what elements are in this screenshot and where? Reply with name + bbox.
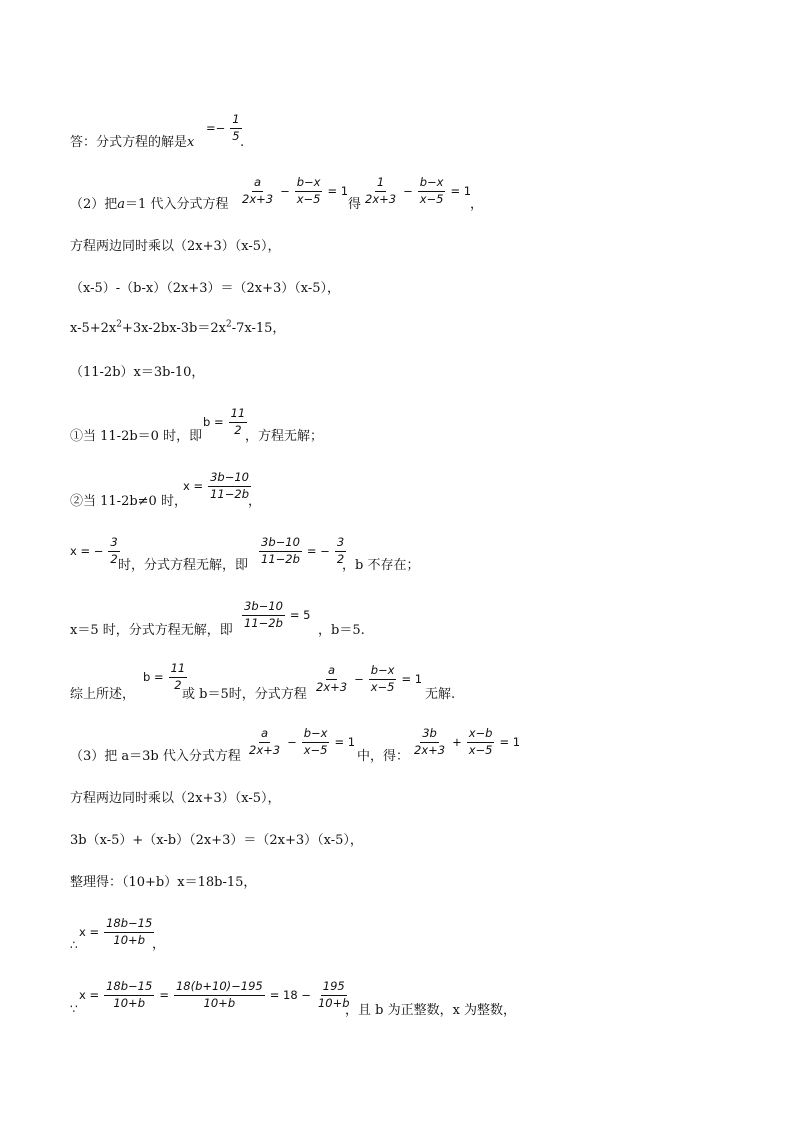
- x-18b-expanded: [79, 981, 352, 1009]
- denominator: x−5: [419, 191, 444, 206]
- lhs: x =: [79, 925, 100, 939]
- numerator: a: [252, 177, 263, 192]
- lhs: x =: [79, 988, 100, 1002]
- text-line-3: 方程两边同时乘以（2x+3）（x-5），: [70, 239, 281, 254]
- summary-equation: [314, 663, 422, 693]
- numerator: 3b−10: [259, 537, 302, 552]
- case-3-fraction: [259, 535, 346, 565]
- case-2-prefix: ②当 11-2b≠0 时，: [70, 494, 187, 509]
- text-line-4: （x-5）-（b-x）（2x+3）＝（2x+3）（x-5），: [70, 281, 341, 296]
- fraction: [240, 177, 275, 205]
- case-4-prefix: x＝5 时，分式方程无解，即: [70, 623, 233, 638]
- minus: −: [403, 184, 413, 198]
- numerator: a: [326, 665, 337, 680]
- numerator: x−b: [467, 728, 495, 743]
- denominator: 10+b: [113, 932, 145, 947]
- numerator: 3: [335, 537, 346, 552]
- fraction: [418, 177, 446, 205]
- lhs: b =: [143, 670, 164, 684]
- therefore-comma: ，: [152, 937, 166, 952]
- fraction: [295, 177, 323, 205]
- denominator: 2x+3: [316, 679, 348, 694]
- b-eq-11-2: [203, 408, 247, 436]
- text-line-13: 方程两边同时乘以（2x+3）（x-5），: [70, 791, 281, 806]
- answer-text: 答：分式方程的解是: [70, 135, 188, 150]
- fraction: [208, 472, 251, 500]
- summary-suffix: 无解.: [425, 687, 456, 702]
- var-x: x: [187, 135, 195, 150]
- numerator: a: [259, 728, 270, 743]
- lhs: x = −: [70, 544, 104, 558]
- p2-comma: ，: [470, 197, 484, 212]
- denominator: x−5: [468, 742, 493, 757]
- denominator: 2x+3: [414, 742, 446, 757]
- fraction: [412, 728, 447, 756]
- numerator: 11: [229, 408, 248, 423]
- x-18b-equation: [79, 918, 154, 946]
- denominator: 2: [174, 677, 182, 692]
- numerator: b−x: [369, 665, 397, 680]
- text-line-14: 3b（x-5）+（x-b）（2x+3）＝（2x+3）（x-5），: [70, 833, 363, 848]
- therefore-symbol: ∴: [70, 938, 78, 952]
- p3-result-equation: [412, 726, 520, 756]
- denominator: 2: [110, 551, 118, 566]
- answer-line: [70, 136, 194, 149]
- text-line-6: （11-2b）x＝3b-10，: [70, 365, 205, 380]
- summary-prefix: 综上所述，: [70, 687, 136, 702]
- p2-mid: ＝1 代入分式方程: [125, 197, 229, 212]
- equals-18-minus: = 18 −: [269, 988, 311, 1002]
- sup: 2: [225, 319, 232, 330]
- numerator: 1: [230, 114, 241, 129]
- p2-de: 得: [348, 197, 362, 212]
- text-line-15: 整理得：（10+b）x＝18b-15，: [70, 875, 257, 890]
- p3-mid: 中，得：: [357, 749, 410, 764]
- var-a: a: [117, 197, 126, 212]
- fraction: [314, 665, 349, 693]
- numerator: 3b−10: [242, 601, 285, 616]
- lhs: x =: [183, 479, 204, 493]
- rhs: = 1: [450, 184, 472, 198]
- numerator: b−x: [295, 177, 323, 192]
- denominator: 2x+3: [242, 191, 274, 206]
- l5a: x-5+2x: [70, 321, 117, 336]
- rhs: = 1: [499, 735, 521, 749]
- numerator: b−x: [302, 728, 330, 743]
- equals-minus: =−: [206, 121, 226, 135]
- case-3-suffix: ，b 不存在；: [342, 558, 420, 573]
- rhs: = 5: [289, 608, 311, 622]
- because-symbol: ∵: [70, 1002, 78, 1016]
- p2-prefix: （2）把: [70, 197, 118, 212]
- numerator: 1: [375, 177, 386, 192]
- case-3-text: 时，分式方程无解，即: [118, 558, 249, 573]
- case-4-suffix: ，b＝5.: [318, 623, 365, 638]
- denominator: 11−2b: [210, 486, 249, 501]
- fraction: [467, 728, 495, 756]
- fraction: [302, 728, 330, 756]
- p2-line: [70, 198, 228, 211]
- denominator: 10+b: [317, 995, 350, 1010]
- fraction: [104, 918, 154, 946]
- fraction: [242, 601, 285, 629]
- denominator: x−5: [303, 742, 328, 757]
- summary-mid: 或 b＝5时，分式方程: [182, 687, 307, 702]
- rhs: = 1: [401, 672, 423, 686]
- numerator: 11: [169, 663, 188, 678]
- denominator: 11−2b: [244, 615, 283, 630]
- denominator: 2x+3: [365, 191, 397, 206]
- fraction: [104, 981, 154, 1009]
- plus: +: [452, 735, 462, 749]
- denominator: 2: [336, 551, 345, 566]
- answer-period: .: [240, 135, 245, 150]
- equation-1: [363, 175, 471, 205]
- numerator: 18b−15: [104, 981, 154, 996]
- numerator: 18b−15: [104, 918, 154, 933]
- p3-prefix: （3）把 a＝3b 代入分式方程: [70, 749, 241, 764]
- summary-b-eq: [143, 663, 187, 691]
- numerator: b−x: [418, 177, 446, 192]
- sup: 2: [116, 319, 122, 330]
- fraction: [247, 728, 282, 756]
- fraction: [259, 537, 302, 565]
- p3-equation: [247, 726, 355, 756]
- denominator: x−5: [296, 191, 321, 206]
- numerator: 3b−10: [208, 472, 251, 487]
- case-4-fraction: [242, 599, 311, 629]
- answer-fraction: [206, 114, 242, 142]
- lhs: b =: [203, 415, 224, 429]
- case-2-comma: ，: [248, 494, 262, 509]
- denominator: 10+b: [203, 995, 236, 1010]
- minus: −: [287, 735, 297, 749]
- denominator: 11−2b: [261, 551, 300, 566]
- numerator: 3b: [420, 728, 439, 743]
- equals-minus: = −: [306, 544, 330, 558]
- equation-a: [240, 175, 348, 205]
- denominator: 2x+3: [249, 742, 281, 757]
- denominator: x−5: [370, 679, 395, 694]
- rhs: = 1: [327, 184, 349, 198]
- denominator: 2: [234, 422, 242, 437]
- x-neg-3-2: [70, 537, 120, 565]
- rhs: = 1: [334, 735, 356, 749]
- because-suffix: ，且 b 为正整数，x 为整数，: [345, 1003, 517, 1018]
- numerator: 195: [321, 981, 347, 996]
- minus: −: [354, 672, 364, 686]
- numerator: 3: [108, 537, 119, 552]
- case-1-prefix: ①当 11-2b＝0 时，即: [70, 429, 203, 444]
- denominator: 5: [232, 128, 240, 143]
- denominator: 10+b: [113, 995, 145, 1010]
- fraction: [369, 665, 397, 693]
- numerator: 18(b+10)−195: [174, 981, 265, 996]
- l5b: +3x-2bx-3b＝2x: [122, 321, 226, 336]
- equals: =: [159, 988, 169, 1002]
- minus: −: [280, 184, 290, 198]
- case-1-suffix: ，方程无解；: [245, 429, 324, 444]
- text-line-5: [70, 319, 286, 336]
- fraction: [174, 981, 265, 1009]
- l5c: -7x-15，: [231, 321, 286, 336]
- x-solution: [183, 472, 251, 500]
- fraction: [363, 177, 398, 205]
